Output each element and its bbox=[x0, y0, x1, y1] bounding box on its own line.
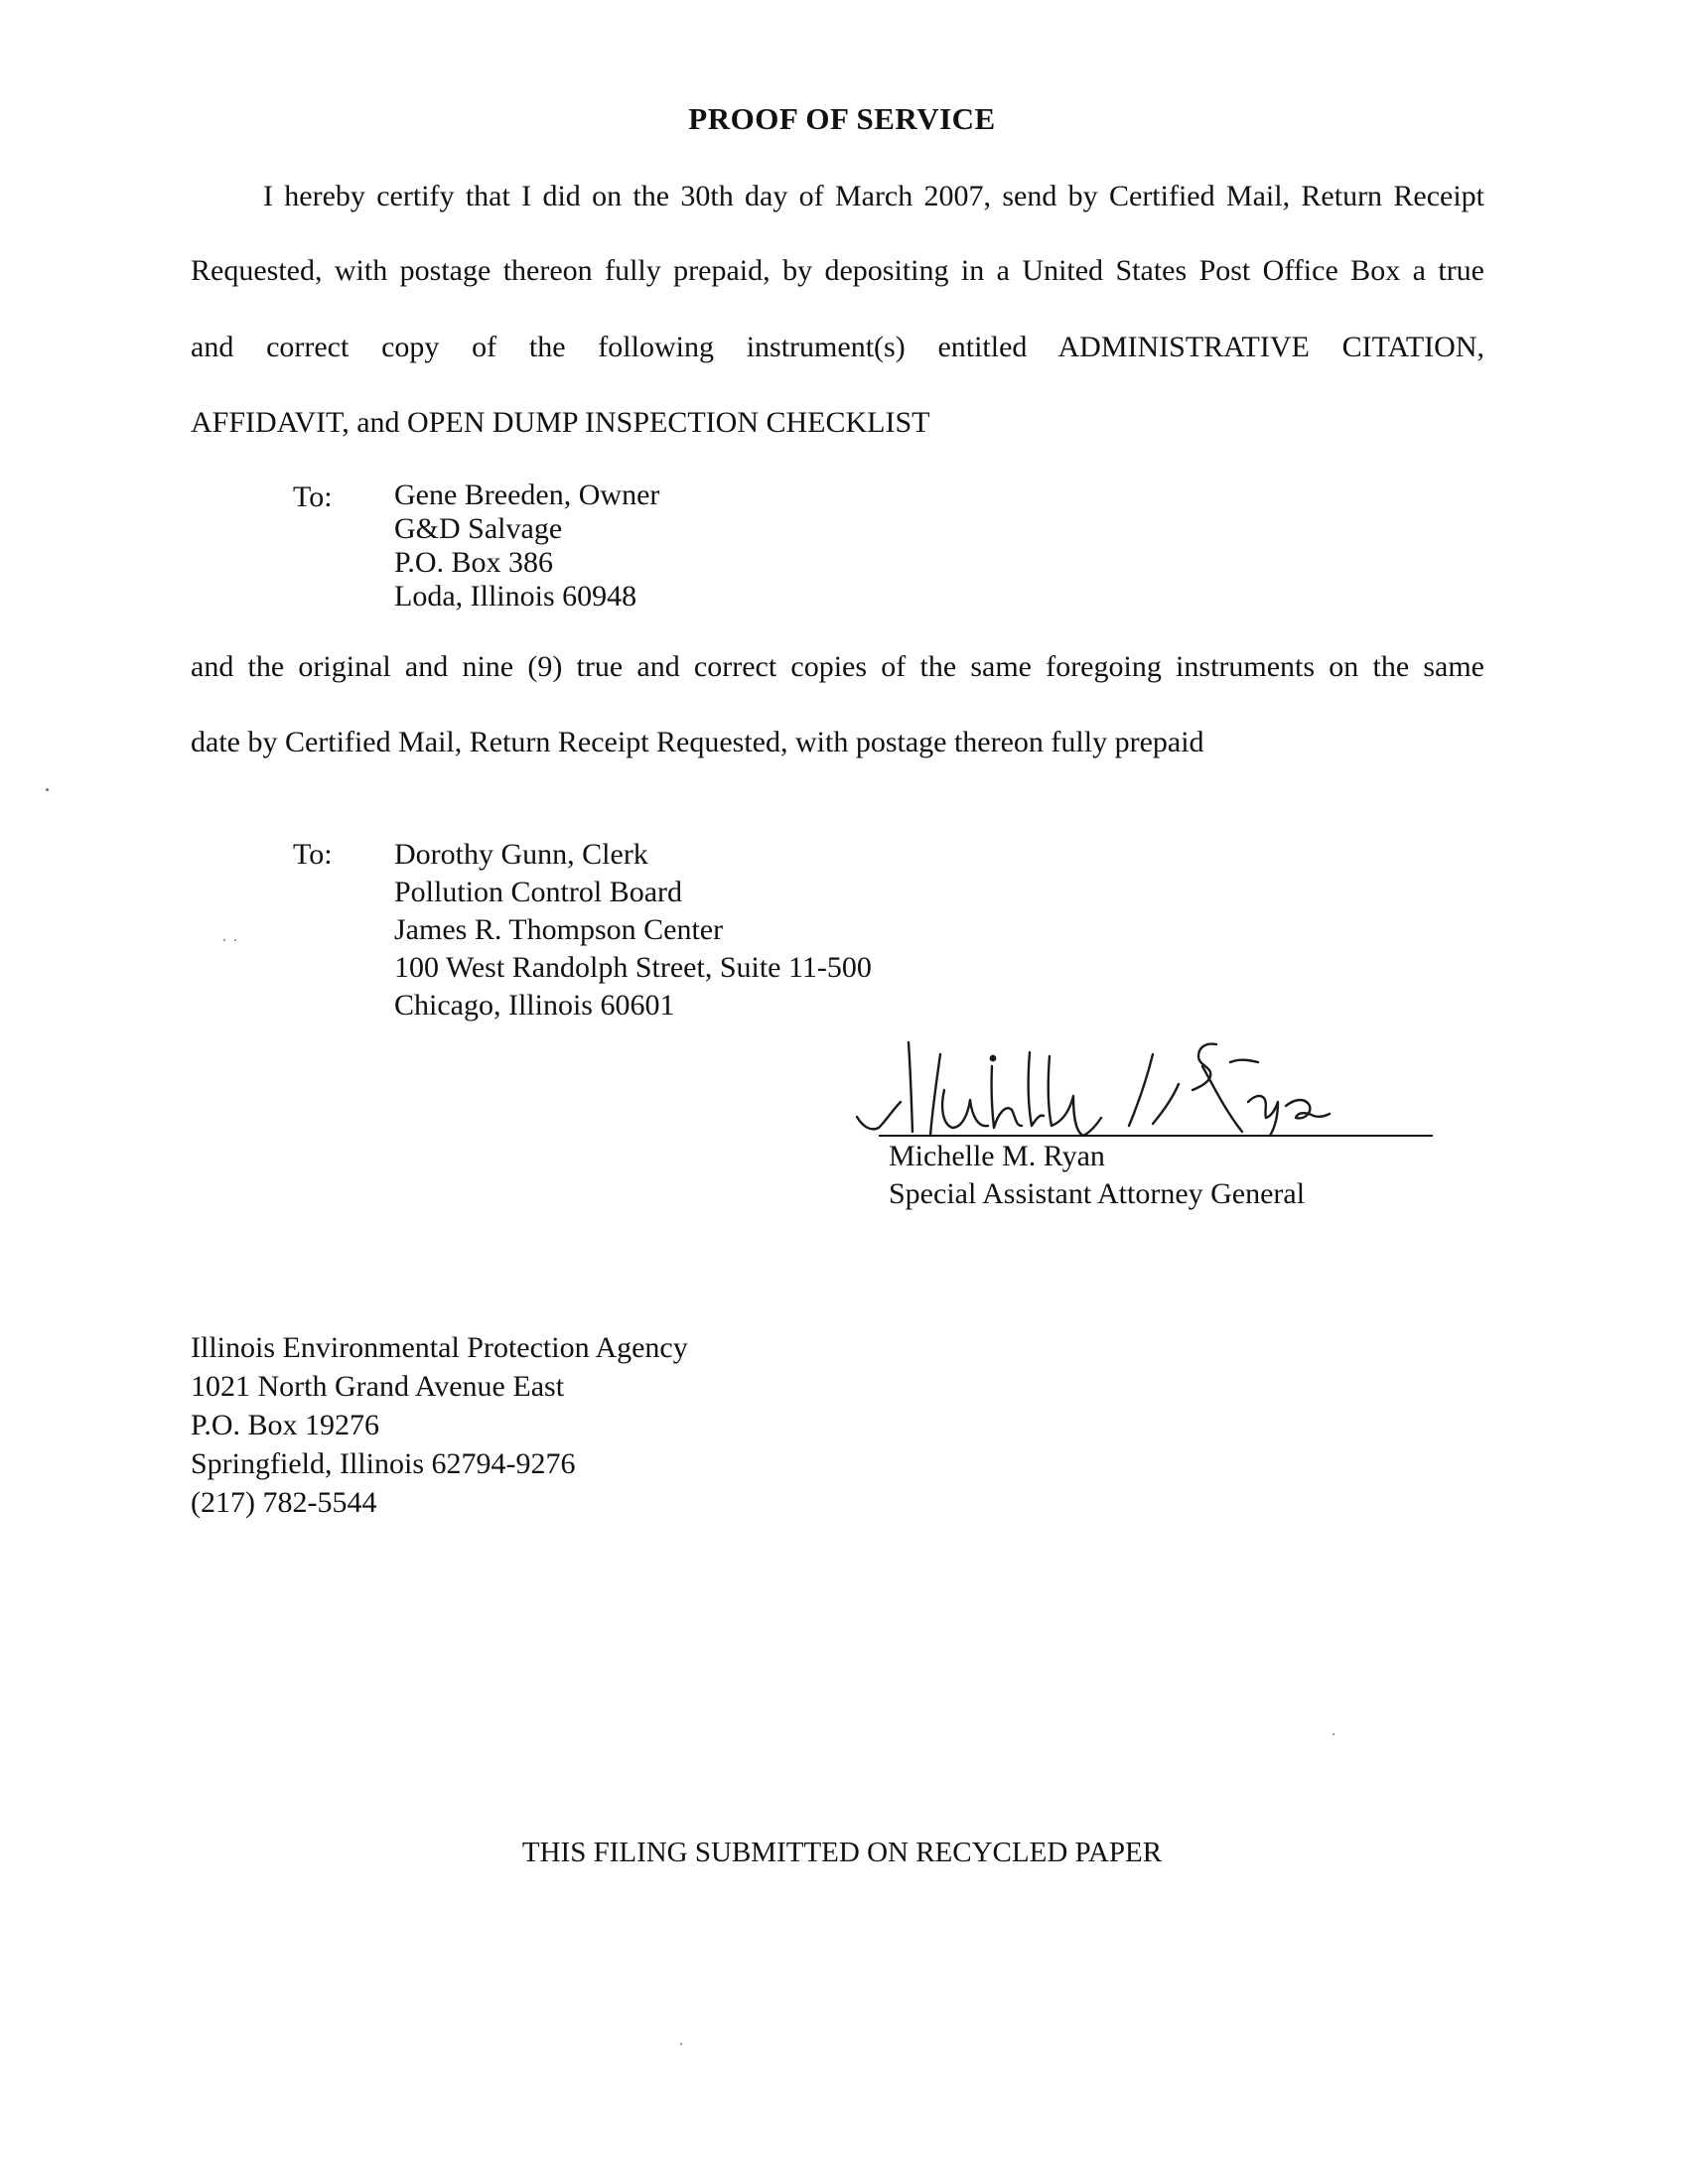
scan-speck bbox=[46, 788, 49, 791]
paragraph1-line-1: I hereby certify that I did on the 30th day of March 2007, send by Certified Mail, Return Receipt bbox=[263, 180, 1484, 212]
signature bbox=[849, 1032, 1445, 1142]
agency-line-2: 1021 North Grand Avenue East bbox=[191, 1370, 565, 1403]
recipient2-address bbox=[394, 836, 872, 1024]
agency-line-1: Illinois Environmental Protection Agency bbox=[191, 1331, 688, 1364]
agency-line-5: (217) 782-5544 bbox=[191, 1486, 377, 1519]
paragraph1-line-2: Requested, with postage thereon fully prepaid, by depositing in a United States Post Office Box a true bbox=[191, 254, 1484, 287]
paragraph1-line-3: and correct copy of the following instrument(s) entitled ADMINISTRATIVE CITATION, bbox=[191, 331, 1484, 363]
recipient1-line-1: Gene Breeden, Owner bbox=[394, 478, 660, 511]
signature-line bbox=[879, 1135, 1433, 1137]
recipient1-address bbox=[394, 478, 659, 614]
signer-name: Michelle M. Ryan bbox=[889, 1140, 1105, 1172]
recipient2-line-2: Pollution Control Board bbox=[394, 876, 683, 908]
paragraph2-line-1: and the original and nine (9) true and correct copies of the same foregoing instruments on the same bbox=[191, 650, 1484, 683]
recipient1-to-label: To: bbox=[293, 480, 333, 513]
scan-speck bbox=[680, 2043, 682, 2045]
scan-speck bbox=[234, 939, 236, 941]
scan-speck bbox=[1333, 1733, 1334, 1735]
agency-line-3: P.O. Box 19276 bbox=[191, 1409, 380, 1441]
recipient2-line-4: 100 West Randolph Street, Suite 11-500 bbox=[394, 951, 872, 984]
recipient1-line-2: G&D Salvage bbox=[394, 512, 563, 545]
agency-address bbox=[191, 1328, 688, 1522]
recipient2-line-3: James R. Thompson Center bbox=[394, 913, 724, 946]
document-title: PROOF OF SERVICE bbox=[688, 101, 996, 136]
recipient2-line-1: Dorothy Gunn, Clerk bbox=[394, 838, 648, 871]
recipient2-line-5: Chicago, Illinois 60601 bbox=[394, 989, 675, 1022]
recipient1-line-3: P.O. Box 386 bbox=[394, 546, 554, 579]
agency-line-4: Springfield, Illinois 62794-9276 bbox=[191, 1447, 576, 1480]
signer-title: Special Assistant Attorney General bbox=[889, 1177, 1306, 1210]
handwritten-signature-icon bbox=[849, 1032, 1445, 1142]
recycled-paper-footer: THIS FILING SUBMITTED ON RECYCLED PAPER bbox=[521, 1837, 1163, 1868]
recipient2-to-label: To: bbox=[293, 838, 333, 871]
paragraph2-line-2: date by Certified Mail, Return Receipt Requested, with postage thereon fully prepaid bbox=[191, 726, 1204, 758]
recipient1-line-4: Loda, Illinois 60948 bbox=[394, 580, 637, 613]
signer-block bbox=[889, 1138, 1305, 1213]
paragraph1-line-4: AFFIDAVIT, and OPEN DUMP INSPECTION CHECKLIST bbox=[191, 406, 930, 439]
scan-speck bbox=[223, 939, 225, 941]
